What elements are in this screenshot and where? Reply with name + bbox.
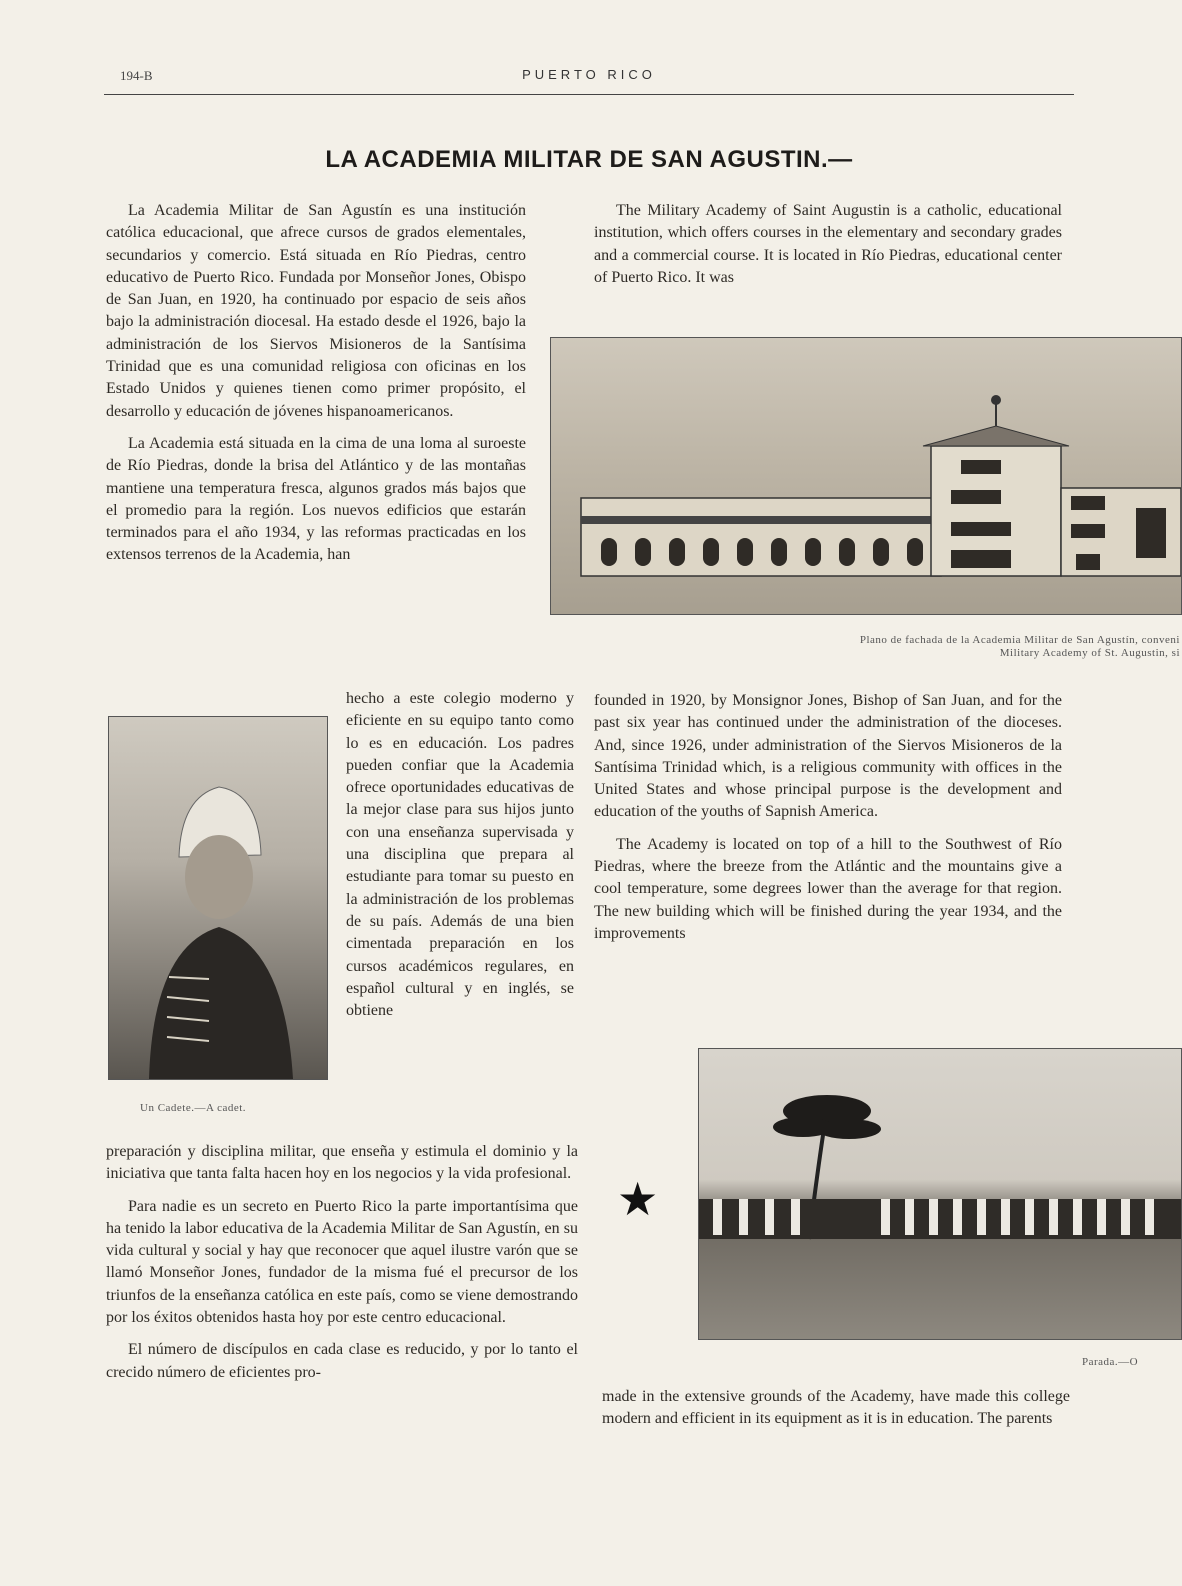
- spanish-paragraph-2-end: preparación y disciplina militar, que enseña y estimula el dominio y la iniciativa que tanta falta hacen hoy en los negocios y la vida profesional.: [106, 1143, 578, 1183]
- spanish-column-middle: [346, 688, 574, 1022]
- article-title: LA ACADEMIA MILITAR DE SAN AGUSTIN.—: [325, 146, 853, 173]
- cadet-caption: Un Cadete.—A cadet.: [140, 1102, 247, 1114]
- english-paragraph-1: The Military Academy of Saint Augustin is a catholic, educational institution, which offers courses in the elementary and secondary grades and a commercial course. It is located in Río Piedras, educational center of Puerto Rico. It was: [594, 202, 1062, 286]
- spanish-paragraph-3: Para nadie es un secreto en Puerto Rico la parte importantísima que ha tenido la labor educativa de la Academia Militar de San Agustín, en su vida cultural y social y hay que reconocer que aquel ilustre varón que se llamó Monseñor Jones, fundador de la misma fué el precursor de los triunfos de la enseñanza católica en este país, como se viene demostrando por los éxitos obtenidos hasta hoy por este centro educacional.: [106, 1197, 578, 1327]
- facade-caption-line-1: Plano de fachada de la Academia Militar de San Agustín, conveni: [859, 634, 1180, 646]
- spanish-column-top: [106, 200, 526, 567]
- english-paragraph-2-cont: made in the extensive grounds of the Academy, have made this college modern and efficient in its equipment as it is in education. The parents: [602, 1388, 1070, 1428]
- page-number: 194-B: [120, 68, 153, 83]
- parade-caption: Parada.—O: [1082, 1356, 1139, 1368]
- facade-drawing: [550, 337, 1182, 615]
- parade-scene-illustration: [699, 1049, 1181, 1339]
- facade-caption: [620, 634, 1180, 660]
- cadet-photo: [108, 716, 328, 1080]
- cadet-portrait-illustration: [109, 717, 327, 1079]
- building-facade-illustration: [551, 338, 1181, 614]
- spanish-column-bottom: [106, 1141, 578, 1384]
- spanish-paragraph-2: La Academia está situada en la cima de una loma al suroeste de Río Piedras, donde la brisa del Atlántico y de las montañas mantiene una temperatura fresca, algunos grados más bajos que el promedio para la región. Los nuevos edificios que estarán terminados para el año 1934, y las reformas practicadas en los extensos terrenos de la Academia, han: [106, 434, 526, 564]
- journal-title: PUERTO RICO: [522, 67, 656, 82]
- parade-photo: [698, 1048, 1182, 1340]
- running-head: [104, 64, 1074, 95]
- facade-caption-line-2: Military Academy of St. Augustin, si: [999, 647, 1180, 659]
- spanish-paragraph-1: La Academia Militar de San Agustín es una institución católica educacional, que afrece cursos de grados elementales, secundarios y comercio. Está situada en Río Piedras, centro educativo de Puerto Rico. Fundada por Monseñor Jones, Obispo de San Juan, en 1920, ha continuado por espacio de seis años bajo la administración diocesal. Ha estado desde el 1926, bajo la administración de los Siervos Misioneros de la Santísima Trinidad que es una comunidad religiosa con oficinas en los Estado Unidos y quienes tienen como primer propósito, el desarrollo y educación de jóvenes hispanoamericanos.: [106, 202, 526, 420]
- english-column-top: [594, 200, 1062, 289]
- star-icon: ★: [617, 1172, 659, 1226]
- english-column-bottom: [602, 1386, 1070, 1431]
- english-paragraph-1-cont: founded in 1920, by Monsignor Jones, Bishop of San Juan, and for the past six year has continued under the administration of the dioceses. And, since 1926, under administration of the Siervos Misioneros de la Santísima Trinidad which, is a religious community with offices in the United States and whose principal purpose is the development and education of the youths of Sapnish America.: [594, 692, 1062, 821]
- english-column-middle: [594, 690, 1062, 945]
- spanish-paragraph-2-cont: hecho a este colegio moderno y eficiente en su equipo tanto como lo es en educación. Los padres pueden confiar que la Academia ofrece oportunidades educativas de la mejor clase para sus hijos junto con una enseñanza supervisada y una disciplina que prepara al estudiante para tomar su puesto en la administración de los problemas de su país. Además de una bien cimentada preparación en los cursos académicos regulares, en español cultural y en inglés, se obtiene: [346, 690, 574, 1020]
- spanish-paragraph-4: El número de discípulos en cada clase es reducido, y por lo tanto el crecido número de eficientes pro-: [106, 1341, 578, 1381]
- english-paragraph-2: The Academy is located on top of a hill to the Southwest of Río Piedras, where the breeze from the Atlántic and the mountains give a cool temperature, some degrees lower than the average for that region. The new building which will be finished during the year 1934, and the improvements: [594, 835, 1062, 942]
